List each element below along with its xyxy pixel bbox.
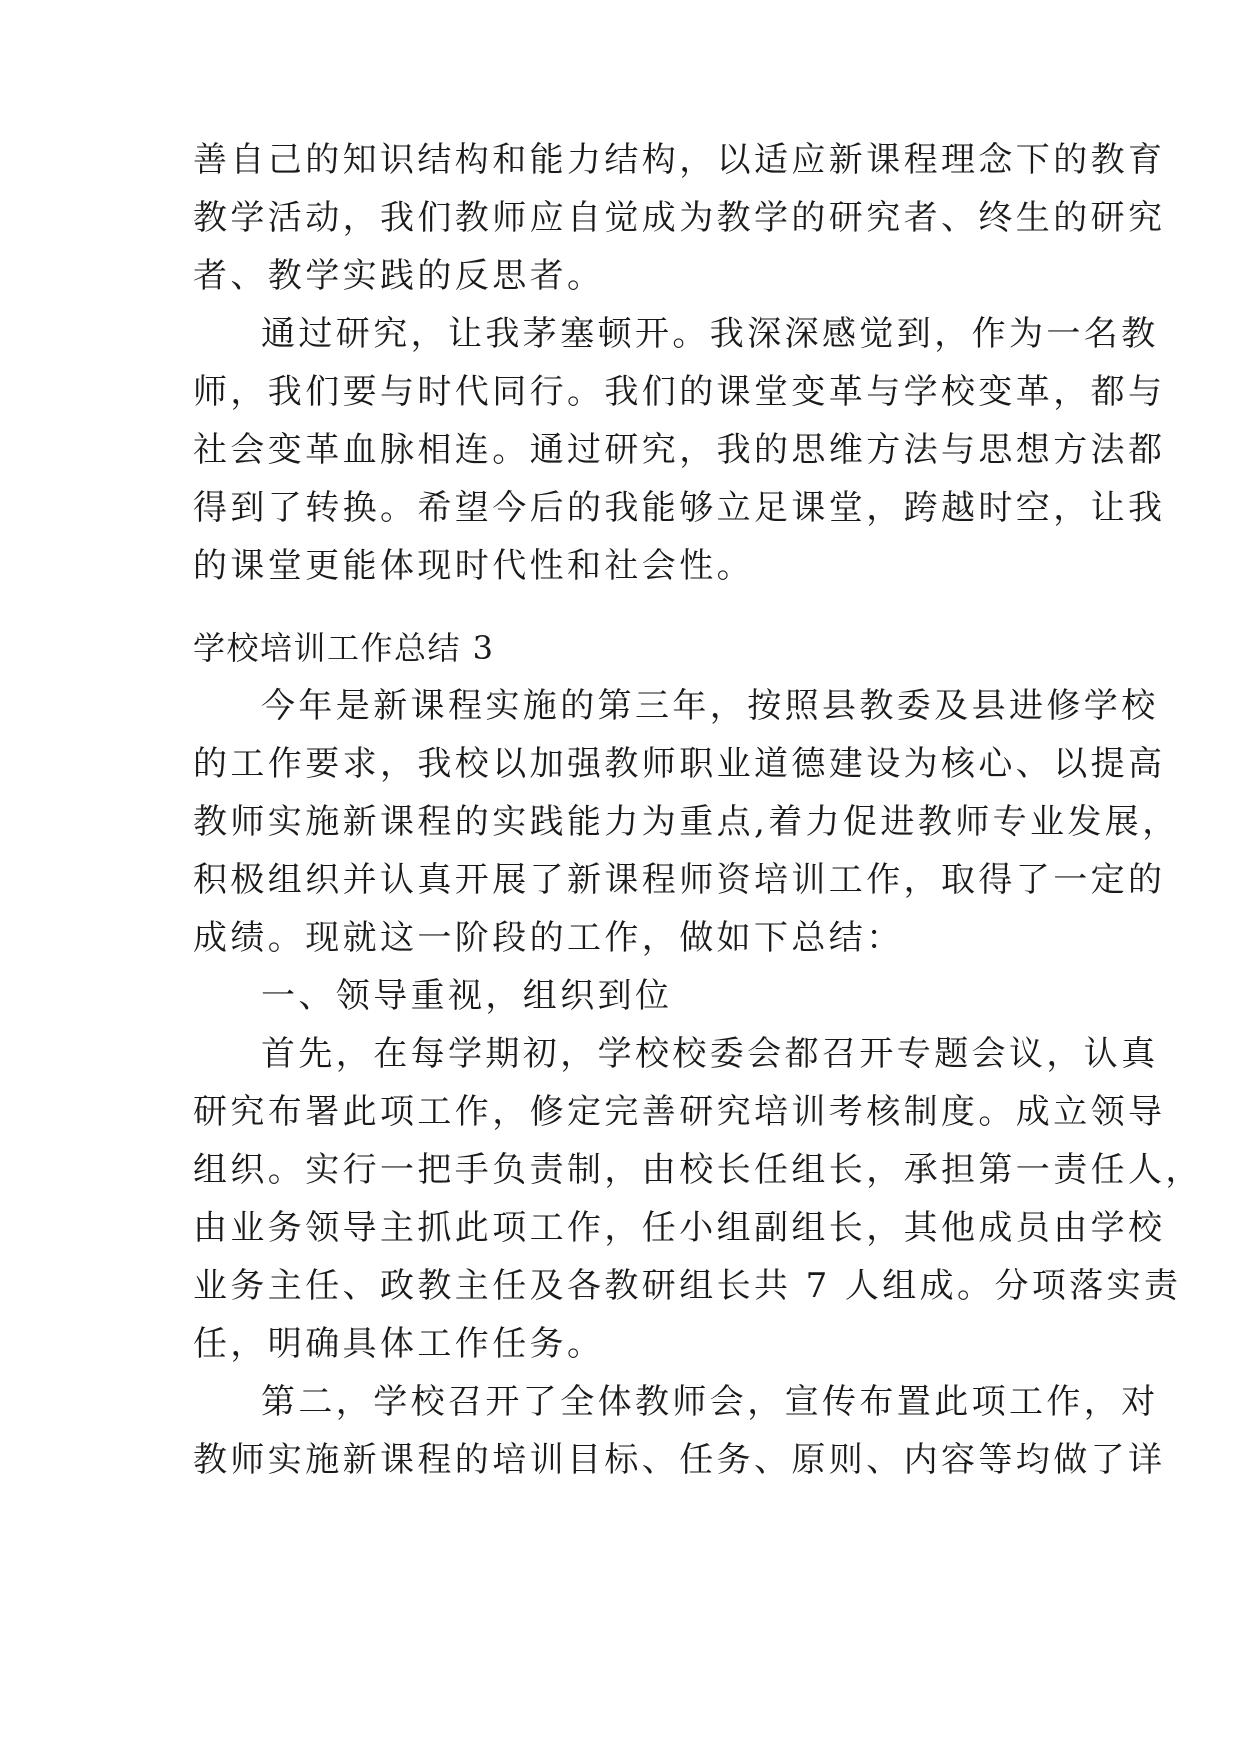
paragraph-line: 社会变革血脉相连。通过研究，我的思维方法与思想方法都 <box>193 430 1166 470</box>
paragraph-line: 研究布署此项工作，修定完善研究培训考核制度。成立领导 <box>193 1092 1166 1132</box>
subheading: 一、领导重视，组织到位 <box>261 976 673 1016</box>
paragraph-line: 业务主任、政教主任及各教研组长共 7 人组成。分项落实责 <box>193 1266 1182 1306</box>
section-title: 学校培训工作总结 3 <box>193 629 495 667</box>
paragraph-line: 教学活动，我们教师应自觉成为教学的研究者、终生的研究 <box>193 198 1166 238</box>
paragraph-line: 积极组织并认真开展了新课程师资培训工作，取得了一定的 <box>193 860 1166 900</box>
paragraph-line: 者、教学实践的反思者。 <box>193 256 605 296</box>
paragraph-line: 通过研究，让我茅塞顿开。我深深感觉到，作为一名教 <box>261 314 1159 354</box>
paragraph-line: 的工作要求，我校以加强教师职业道德建设为核心、以提高 <box>193 744 1166 784</box>
paragraph-line: 第二，学校召开了全体教师会，宣传布置此项工作，对 <box>261 1382 1159 1422</box>
paragraph-line: 得到了转换。希望今后的我能够立足课堂，跨越时空，让我 <box>193 488 1166 528</box>
paragraph-line: 教师实施新课程的实践能力为重点,着力促进教师专业发展， <box>193 802 1180 842</box>
paragraph-line: 教师实施新课程的培训目标、任务、原则、内容等均做了详 <box>193 1440 1166 1480</box>
paragraph-line: 成绩。现就这一阶段的工作，做如下总结： <box>193 918 904 958</box>
paragraph-line: 首先，在每学期初，学校校委会都召开专题会议，认真 <box>261 1034 1159 1074</box>
paragraph-line: 今年是新课程实施的第三年，按照县教委及县进修学校 <box>261 686 1159 726</box>
paragraph-line: 组织。实行一把手负责制，由校长任组长，承担第一责任人， <box>193 1150 1203 1190</box>
paragraph-line: 师，我们要与时代同行。我们的课堂变革与学校变革，都与 <box>193 372 1166 412</box>
paragraph-line: 的课堂更能体现时代性和社会性。 <box>193 546 754 586</box>
paragraph-line: 任，明确具体工作任务。 <box>193 1324 605 1364</box>
paragraph-line: 善自己的知识结构和能力结构，以适应新课程理念下的教育 <box>193 140 1166 180</box>
paragraph-line: 由业务领导主抓此项工作，任小组副组长，其他成员由学校 <box>193 1208 1166 1248</box>
